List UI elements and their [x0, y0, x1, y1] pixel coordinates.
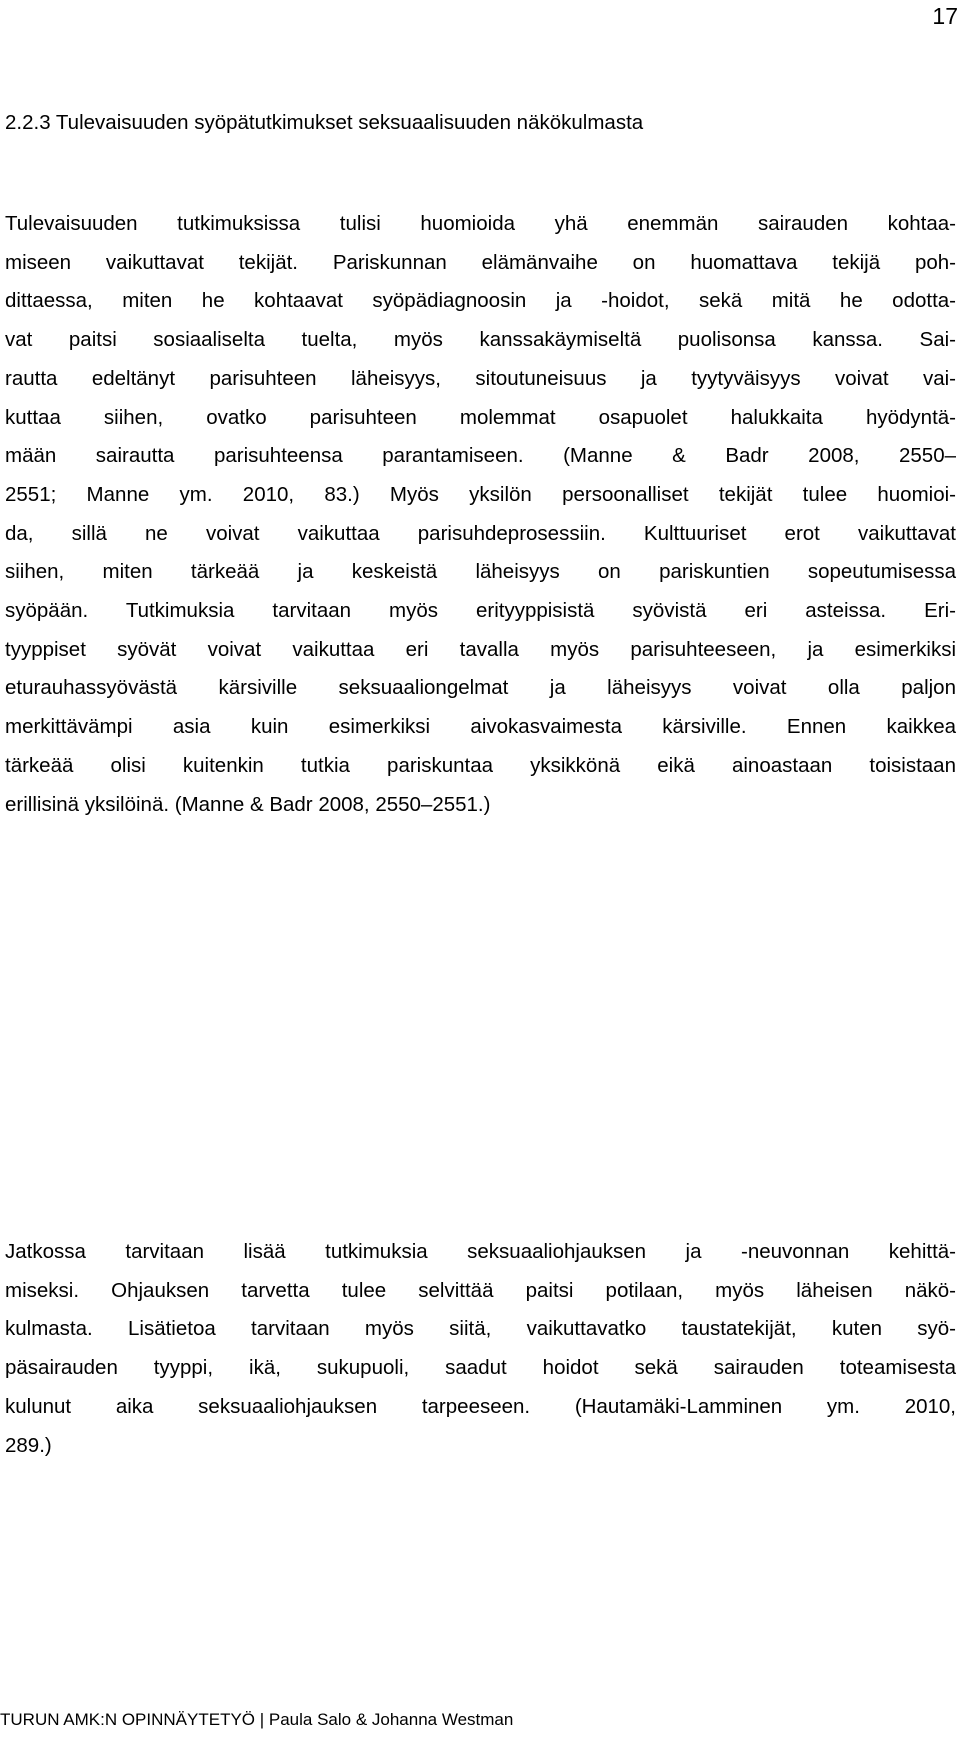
text-line: syöpään. Tutkimuksia tarvitaan myös erityyppisistä syövistä eri asteissa. Eri-: [5, 599, 956, 623]
text-line: siihen, miten tärkeää ja keskeistä läheisyys on pariskuntien sopeutumisessa: [5, 560, 956, 584]
page-number: 17: [932, 3, 958, 29]
text-line: kulunut aika seksuaaliohjauksen tarpeeseen. (Hautamäki-Lamminen ym. 2010,: [5, 1394, 956, 1418]
text-line: rautta edeltänyt parisuhteen läheisyys, sitoutuneisuus ja tyytyväisyys voivat vai-: [5, 366, 956, 390]
text-line: 2551; Manne ym. 2010, 83.) Myös yksilön persoonalliset tekijät tulee huomioi-: [5, 482, 956, 506]
text-line: kulmasta. Lisätietoa tarvitaan myös siitä, vaikuttavatko taustatekijät, kuten syö-: [5, 1317, 956, 1341]
text-line: da, sillä ne voivat vaikuttaa parisuhdeprosessiin. Kulttuuriset erot vaikuttavat: [5, 521, 956, 545]
text-line: kuttaa siihen, ovatko parisuhteen molemmat osapuolet halukkaita hyödyntä-: [5, 405, 956, 429]
text-line: merkittävämpi asia kuin esimerkiksi aivokasvaimesta kärsiville. Ennen kaikkea: [5, 715, 956, 739]
text-line: 289.): [5, 1433, 52, 1457]
text-line: vat paitsi sosiaaliselta tuelta, myös kanssakäymiseltä puolisonsa kanssa. Sai-: [5, 328, 956, 352]
text-line: dittaessa, miten he kohtaavat syöpädiagnoosin ja -hoidot, sekä mitä he odotta-: [5, 289, 956, 313]
text-line: miseksi. Ohjauksen tarvetta tulee selvittää paitsi potilaan, myös läheisen näkö-: [5, 1278, 956, 1302]
text-line: päsairauden tyyppi, ikä, sukupuoli, saadut hoidot sekä sairauden toteamisesta: [5, 1356, 956, 1380]
text-line: mään sairautta parisuhteensa parantamiseen. (Manne & Badr 2008, 2550–: [5, 444, 956, 468]
text-line: tärkeää olisi kuitenkin tutkia pariskuntaa yksikkönä eikä ainoastaan toisistaan: [5, 753, 956, 777]
section-heading: 2.2.3 Tulevaisuuden syöpätutkimukset seksuaalisuuden näkökulmasta: [5, 111, 644, 134]
text-line: Tulevaisuuden tutkimuksissa tulisi huomioida yhä enemmän sairauden kohtaa-: [5, 212, 956, 235]
text-line: miseen vaikuttavat tekijät. Pariskunnan elämänvaihe on huomattava tekijä poh-: [5, 250, 956, 274]
paragraph-2: [5, 1233, 956, 1465]
text-line: tyyppiset syövät voivat vaikuttaa eri tavalla myös parisuhteeseen, ja esimerkiksi: [5, 637, 956, 661]
page-footer: TURUN AMK:N OPINNÄYTETYÖ | Paula Salo & Johanna Westman: [0, 1710, 514, 1729]
text-line: erillisinä yksilöinä. (Manne & Badr 2008, 2550–2551.): [5, 792, 491, 816]
text-line: Jatkossa tarvitaan lisää tutkimuksia seksuaaliohjauksen ja -neuvonnan kehittä-: [5, 1240, 956, 1263]
paragraph-1: [5, 205, 956, 824]
text-line: eturauhassyövästä kärsiville seksuaaliongelmat ja läheisyys voivat olla paljon: [5, 676, 956, 700]
